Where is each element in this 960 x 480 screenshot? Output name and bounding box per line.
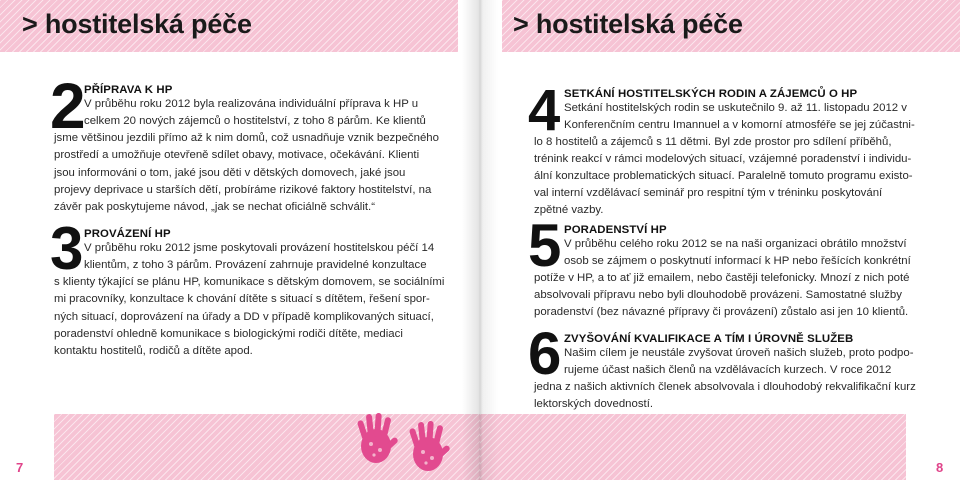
paragraph-line: osob se zájmem o poskytnutí informací k HP nebo řešících konkrétní [564, 255, 911, 267]
paragraph-line: V průběhu roku 2012 byla realizována individuální příprava k HP u [84, 98, 419, 110]
paragraph-line: ných situací, doprovázení na úřady a DD v případě komplikovaných situací, [54, 311, 434, 323]
paragraph-line: kontaktu hostitelů, rodičů a dítěte apod. [54, 345, 253, 357]
paragraph-line: klientům, z toho 3 párům. Provázení zahrnuje pravidelné konzultace [84, 259, 427, 271]
handprints-icon [346, 400, 466, 480]
paragraph-line: jedna z našich aktivních členek absolvovala i dlouhodobý rekvalifikační kurz [534, 381, 916, 393]
page-title: > hostitelská péče [22, 9, 252, 39]
right-page [480, 0, 960, 480]
section-number: 4 [528, 78, 561, 143]
page-number: 8 [936, 460, 944, 475]
paragraph-line: poradenství (bez návazné přípravy či provázení) zůstalo asi jen 10 klientů. [534, 306, 909, 318]
paragraph-line: V průběhu roku 2012 jsme poskytovali provázení hostitelskou péčí 14 [84, 242, 435, 254]
paragraph-line: zpětné vazby. [534, 204, 604, 216]
paragraph-line: prostředí a umožňuje otevřeně sdílet obavy, motivace, očekávání. Klienti [54, 149, 420, 161]
section-title: PORADENSTVÍ HP [564, 224, 667, 236]
section-number: 2 [50, 70, 86, 142]
section-title: PROVÁZENÍ HP [84, 228, 171, 240]
paragraph-line: s klienty týkající se plánu HP, komunikace s dětským domovem, se sociálními [54, 276, 445, 288]
paragraph-line: V průběhu celého roku 2012 se na naši organizaci obrátilo množství [564, 238, 907, 250]
paragraph-line: závěr pak poskytujeme návod, „jak se nechat oficiálně schválit.“ [54, 201, 375, 213]
paragraph-line: jsme většinou jezdili přímo až k nim domů, což usnadňuje vznik bezpečného [54, 132, 439, 144]
paragraph-line: projevy deprivace u starších dětí, probíráme rizikové faktory hostitelství, na [54, 184, 432, 196]
section-title: ZVYŠOVÁNÍ KVALIFIKACE A TÍM I ÚROVNĚ SLUŽEB [564, 333, 854, 345]
page-number: 7 [16, 460, 24, 475]
section-number: 5 [528, 212, 562, 279]
section-kvalifikace [480, 0, 960, 480]
section-title: PŘÍPRAVA K HP [84, 84, 173, 96]
paragraph-line: ální konzultace problematických situací. Paralelně tomuto programu existo- [534, 170, 913, 182]
paragraph-line: lo 8 hostitelů a zájemců s 11 dětmi. Byl zde prostor pro sdílení příběhů, [534, 136, 892, 148]
paragraph-line: val interní vzdělávací seminář pro respitní tým v tréninku poskytování [534, 187, 883, 199]
section-number: 3 [50, 215, 84, 282]
paragraph-line: potíže v HP, a to ať již emailem, nebo častěji telefonicky. Mnozí z nich poté [534, 272, 910, 284]
paragraph-line: Konferenčním centru Imannuel a v komorní atmosféře se jej zúčastni- [564, 119, 915, 131]
paragraph-line: Setkání hostitelských rodin se uskutečnilo 9. až 11. listopadu 2012 v [564, 102, 907, 114]
paragraph-line: absolvovali přípravu nebo byli dlouhodobě provázeni. Samostatné služby [534, 289, 902, 301]
paragraph-line: lektorských dovedností. [534, 398, 654, 410]
paragraph-line: mi pracovníky, konzultace k chování dítěte s situací s dítětem, řešení spor- [54, 293, 430, 305]
paragraph-line: rujeme účast našich členů na vzdělávacích kurzech. V roce 2012 [564, 364, 892, 376]
section-title: SETKÁNÍ HOSTITELSKÝCH RODIN A ZÁJEMCŮ O HP [564, 88, 858, 100]
paragraph-line: Našim cílem je neustále zvyšovat úroveň našich služeb, proto podpo- [564, 347, 914, 359]
paragraph-line: jsou informováni o tom, jaké jsou děti v dětských domovech, jaké jsou [54, 167, 406, 179]
paragraph-line: celkem 20 nových zájemců o hostitelství, z toho 8 párům. Ke klientů [84, 115, 426, 127]
paragraph-line: trénink reakcí v rámci modelových situací, vzájemné poradenství i individu- [534, 153, 912, 165]
page-fold [462, 0, 498, 480]
paragraph-line: poradenství ohledně komunikace s biologickými rodiči dítěte, mediaci [54, 328, 403, 340]
footer-band [480, 414, 906, 480]
section-number: 6 [528, 320, 562, 387]
page-title: > hostitelská péče [513, 9, 743, 39]
